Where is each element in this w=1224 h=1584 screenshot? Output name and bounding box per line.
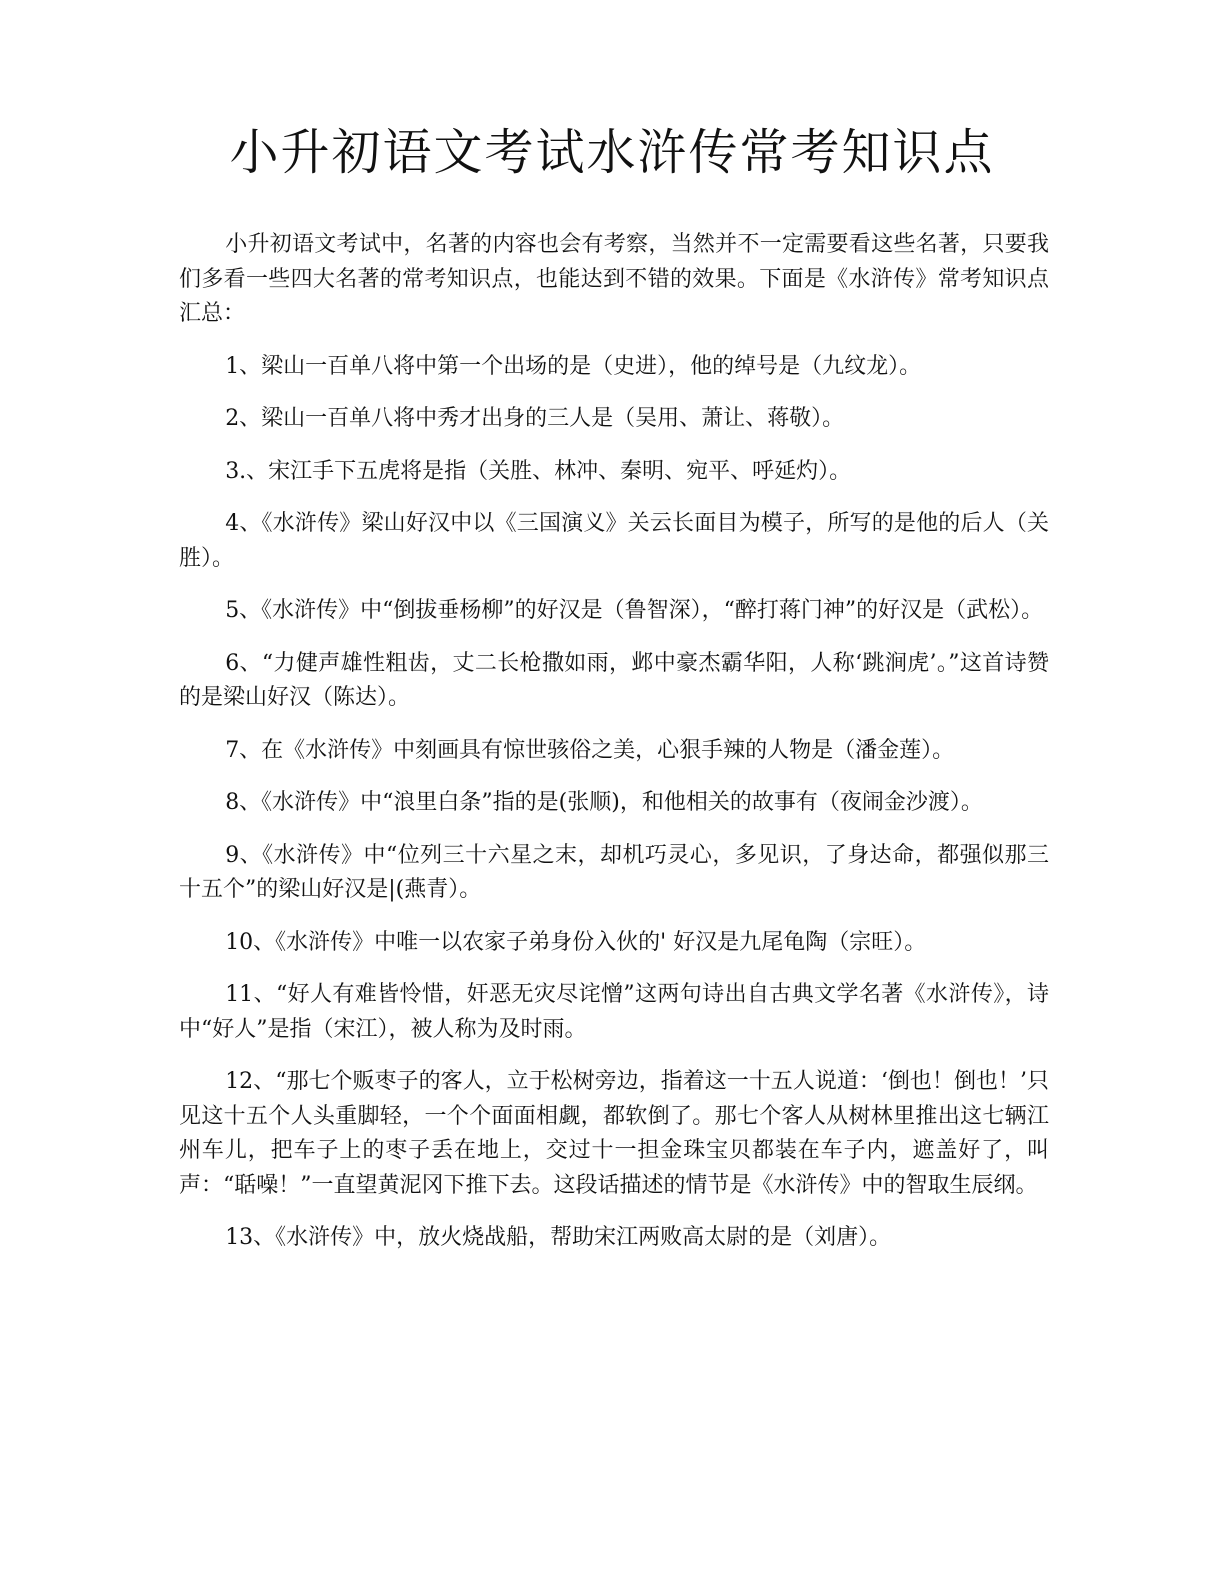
- knowledge-point-10: 10、《水浒传》中唯一以农家子弟身份入伙的' 好汉是九尾龟陶（宗旺）。: [225, 929, 927, 955]
- knowledge-point-5: 5、《水浒传》中“倒拔垂杨柳”的好汉是（鲁智深），“醉打蒋门神”的好汉是（武松）。: [225, 598, 1044, 623]
- knowledge-point-4: 4、《水浒传》梁山好汉中以《三国演义》关云长面目为模子，所写的是他的后人（关胜）。: [179, 511, 1049, 571]
- document-title: 小升初语文考试水浒传常考知识点: [229, 124, 995, 181]
- intro-paragraph: 小升初语文考试中，名著的内容也会有考察，当然并不一定需要看这些名著，只要我们多看一些四大名著的常考知识点，也能达到不错的效果。下面是《水浒传》常考知识点汇总：: [179, 232, 1049, 326]
- knowledge-point-1: 1、梁山一百单八将中第一个出场的是（史进），他的绰号是（九纹龙）。: [225, 353, 922, 379]
- knowledge-point-6: 6、“力健声雄性粗齿，丈二长枪撒如雨，邺中豪杰霸华阳，人称‘跳涧虎’。”这首诗赞的是梁山好汉（陈达）。: [179, 650, 1049, 710]
- knowledge-point-2: 2、梁山一百单八将中秀才出身的三人是（吴用、萧让、蒋敬）。: [225, 406, 845, 431]
- knowledge-point-12: 12、“那七个贩枣子的客人，立于松树旁边，指着这一十五人说道：‘倒也！倒也！’只见这十五个人头重脚轻，一个个面面相觑，都软倒了。那七个客人从树林里推出这七辆江州车儿，把车子上的枣子丢在地上，交过十一担金珠宝贝都装在车子内，遮盖好了，叫声：“聒噪！”一直望黄泥冈下推下去。这段话描述的情节是《水浒传》中的智取生辰纲。: [179, 1069, 1049, 1198]
- knowledge-point-11: 11、“好人有难皆怜惜，奸恶无灾尽诧憎”这两句诗出自古典文学名著《水浒传》，诗中“好人”是指（宋江），被人称为及时雨。: [179, 982, 1049, 1042]
- knowledge-point-3: 3.、宋江手下五虎将是指（关胜、林冲、秦明、宛平、呼延灼）。: [225, 458, 852, 484]
- knowledge-point-9: 9、《水浒传》中“位列三十六星之末，却机巧灵心，多见识，了身达命，都强似那三十五个”的梁山好汉是|(燕青）。: [179, 842, 1049, 902]
- knowledge-point-7: 7、在《水浒传》中刻画具有惊世骇俗之美，心狠手辣的人物是（潘金莲）。: [225, 737, 955, 763]
- knowledge-point-8: 8、《水浒传》中“浪里白条”指的是(张顺)，和他相关的故事有（夜闹金沙渡）。: [225, 790, 983, 815]
- knowledge-point-13: 13、《水浒传》中，放火烧战船，帮助宋江两败高太尉的是（刘唐）。: [225, 1225, 892, 1250]
- document-body: [179, 228, 1049, 1274]
